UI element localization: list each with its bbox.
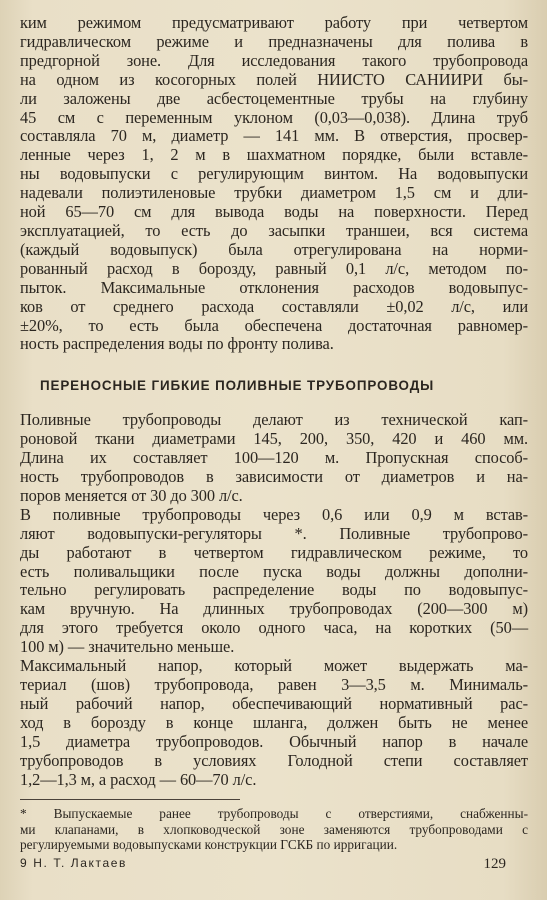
text-line: Максимальный напор, который может выдержать ма-: [20, 656, 528, 676]
text-line: для этого требуется около одного часа, на коротких (50—: [20, 618, 528, 638]
text-line: трубопроводов в условиях Голодной степи составляет: [20, 750, 528, 770]
footnote: [20, 806, 528, 852]
footnote-line: ми клапанами, в хлопководческой зоне заменяются трубопроводами с: [20, 821, 528, 837]
text-line: ков от среднего расхода составляли ±0,02 л/с, или: [20, 296, 528, 316]
text-line: ли заложены две асбестоцементные трубы на глубину: [20, 88, 528, 108]
text-line: ны водовыпуски с регулирующим винтом. На водовыпуски: [20, 164, 528, 184]
text-line: есть поливальщики после пуска воды должны дополни-: [20, 561, 528, 581]
text-line: 45 см с переменным уклоном (0,03—0,038). Длина труб: [20, 107, 528, 127]
text-line: 100 м) — значительно меньше.: [20, 637, 235, 657]
text-line: ной 65—70 см для вывода воды на поверхности. Перед: [20, 202, 528, 222]
text-line: ±20%, то есть была обеспечена достаточная равномер-: [20, 315, 528, 335]
text-line: 1,2—1,3 м, а расход — 60—70 л/с.: [20, 769, 257, 789]
footnote-divider: [20, 799, 240, 800]
text-line: ный рабочий напор, обеспечивающий нормативный рас-: [20, 693, 528, 713]
text-line: роновой ткани диаметрами 145, 200, 350, 420 и 460 мм.: [20, 429, 528, 449]
text-line: составляла 70 м, диаметр — 141 мм. В отверстия, просвер-: [20, 126, 528, 146]
text-line: ким режимом предусматривают работу при четвертом: [20, 13, 528, 32]
text-line: ход в борозду в конце шланга, должен быть не менее: [20, 712, 528, 732]
text-line: ляют водовыпуски-регуляторы *. Поливные трубопрово-: [20, 523, 528, 543]
paragraph: [20, 411, 528, 506]
text-line: В поливные трубопроводы через 0,6 или 0,9 м встав-: [20, 504, 528, 524]
text-line: эксплуатацией, то есть до засыпки траншеи, вся система: [20, 220, 528, 240]
text-line: пыток. Максимальные отклонения расходов водовыпус-: [20, 277, 528, 297]
text-line: ленные через 1, 2 м в шахматном порядке, были вставле-: [20, 145, 528, 165]
paragraph: [20, 506, 528, 657]
text-line: ность распределения воды по фронту полива.: [20, 334, 334, 354]
text-line: на одном из косогорных полей НИИСТО САНИИРИ бы-: [20, 69, 528, 89]
text-line: териал (шов) трубопровода, равен 3—3,5 м. Минималь-: [20, 675, 528, 694]
page-footer: [20, 856, 528, 873]
footnote-line: * Выпускаемые ранее трубопроводы с отверстиями, снабженны-: [20, 806, 528, 822]
footnote-line: регулируемыми водовыпусками конструкции ГСКБ по ирригации.: [20, 837, 398, 853]
text-line: (каждый водовыпуск) была отрегулирована на норми-: [20, 239, 528, 259]
text-column: [20, 14, 528, 853]
section-heading: ПЕРЕНОСНЫЕ ГИБКИЕ ПОЛИВНЫЕ ТРУБОПРОВОДЫ: [40, 378, 435, 394]
text-line: кам вручную. На длинных трубопроводах (200—300 м): [20, 599, 528, 619]
text-line: рованный расход в борозду, равный 0,1 л/с, методом по-: [20, 258, 528, 278]
text-line: надевали полиэтиленовые трубки диаметром 1,5 см и дли-: [20, 183, 528, 203]
printer-signature: 9 Н. Т. Лактаев: [20, 856, 128, 870]
paragraph-continuation: [20, 14, 528, 354]
text-line: предгорной зоне. Для исследования такого трубопровода: [20, 50, 528, 70]
text-line: 1,5 диаметра трубопроводов. Обычный напор в начале: [20, 731, 528, 751]
text-line: Поливные трубопроводы делают из технической кап-: [20, 410, 528, 430]
text-line: Длина их составляет 100—120 м. Пропускная способ-: [20, 448, 528, 468]
text-line: ды работают в четвертом гидравлическом режиме, то: [20, 542, 528, 562]
text-line: ность трубопроводов в зависимости от диаметров и на-: [20, 467, 528, 487]
page-number: 129: [483, 856, 506, 872]
paragraph: [20, 657, 528, 789]
text-line: гидравлическом режиме и предназначены для полива в: [20, 31, 528, 51]
text-line: тельно регулировать распределение воды по водовыпус-: [20, 580, 528, 600]
text-line: поров меняется от 30 до 300 л/с.: [20, 485, 243, 505]
